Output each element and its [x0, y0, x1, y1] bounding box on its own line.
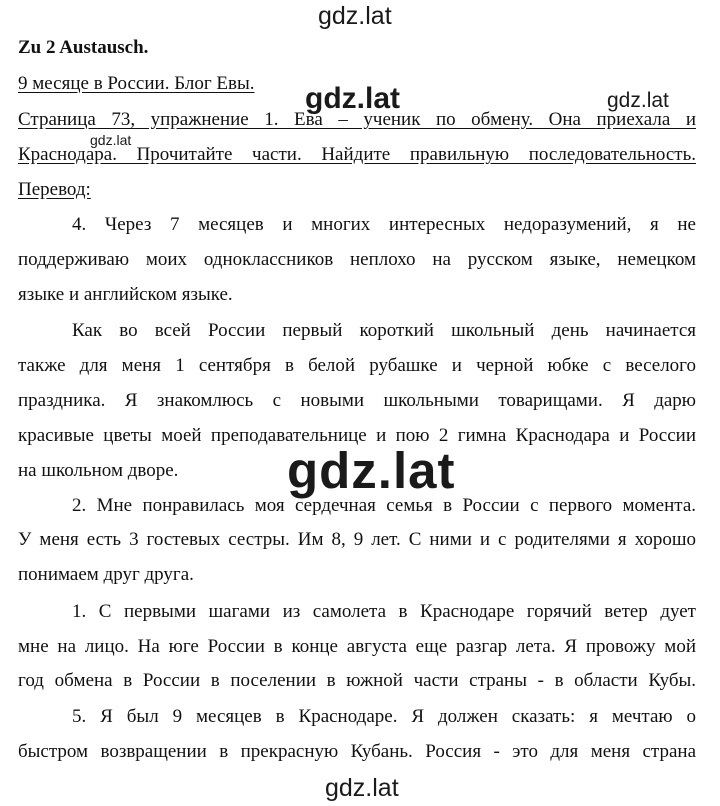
- task-line-1: Страница 73, упражнение 1. Ева – ученик по обмену. Она приехала и: [18, 109, 696, 130]
- text-line: быстром возвращении в прекрасную Кубань. Россия - это для меня страна: [18, 741, 696, 762]
- text-line: 2. Мне понравилась моя сердечная семья в России с первого момента.: [72, 495, 696, 516]
- watermark-large: gdz.lat: [287, 442, 456, 499]
- text-line: Как во всей России первый короткий школьный день начинается: [72, 320, 696, 341]
- text-line: понимаем друг друга.: [18, 564, 194, 585]
- text-line: 5. Я был 9 месяцев в Краснодаре. Я должен сказать: я мечтаю о: [72, 706, 696, 727]
- text-line: поддерживаю моих одноклассников неплохо на русском языке, немецком: [18, 249, 696, 270]
- watermark-top: gdz.lat: [318, 2, 392, 30]
- text-line: 1. С первыми шагами из самолета в Краснодаре горячий ветер дует: [72, 601, 696, 622]
- text-line: мне на лицо. На юге России в конце августа еще разгар лета. Я провожу мой: [18, 636, 696, 657]
- watermark-bold: gdz.lat: [305, 82, 400, 115]
- watermark-right: gdz.lat: [607, 89, 669, 112]
- text-line: У меня есть 3 гостевых сестры. Им 8, 9 лет. С ними и с родителями я хорошо: [18, 529, 696, 550]
- text-line: красивые цветы моей преподавательнице и пою 2 гимна Краснодара и России: [18, 425, 696, 446]
- task-line-2: Краснодара. Прочитайте части. Найдите правильную последовательность.: [18, 144, 696, 165]
- text-line: языке и английском языке.: [18, 284, 233, 305]
- text-line: также для меня 1 сентября в белой рубашке и черной юбке с веселого: [18, 355, 696, 376]
- text-line: на школьном дворе.: [18, 460, 179, 481]
- watermark-bottom: gdz.lat: [325, 774, 399, 802]
- watermark-small: gdz.lat: [90, 132, 132, 148]
- text-line: праздника. Я знакомлюсь с новыми школьными товарищами. Я дарю: [18, 390, 696, 411]
- translation-label: Перевод:: [18, 179, 91, 200]
- text-line: 4. Через 7 месяцев и многих интересных недоразумений, я не: [72, 214, 696, 235]
- text-line: год обмена в России в поселении в южной части страны - в области Кубы.: [18, 670, 696, 691]
- subtitle: 9 месяце в России. Блог Евы.: [18, 73, 255, 94]
- heading: Zu 2 Austausch.: [18, 37, 149, 58]
